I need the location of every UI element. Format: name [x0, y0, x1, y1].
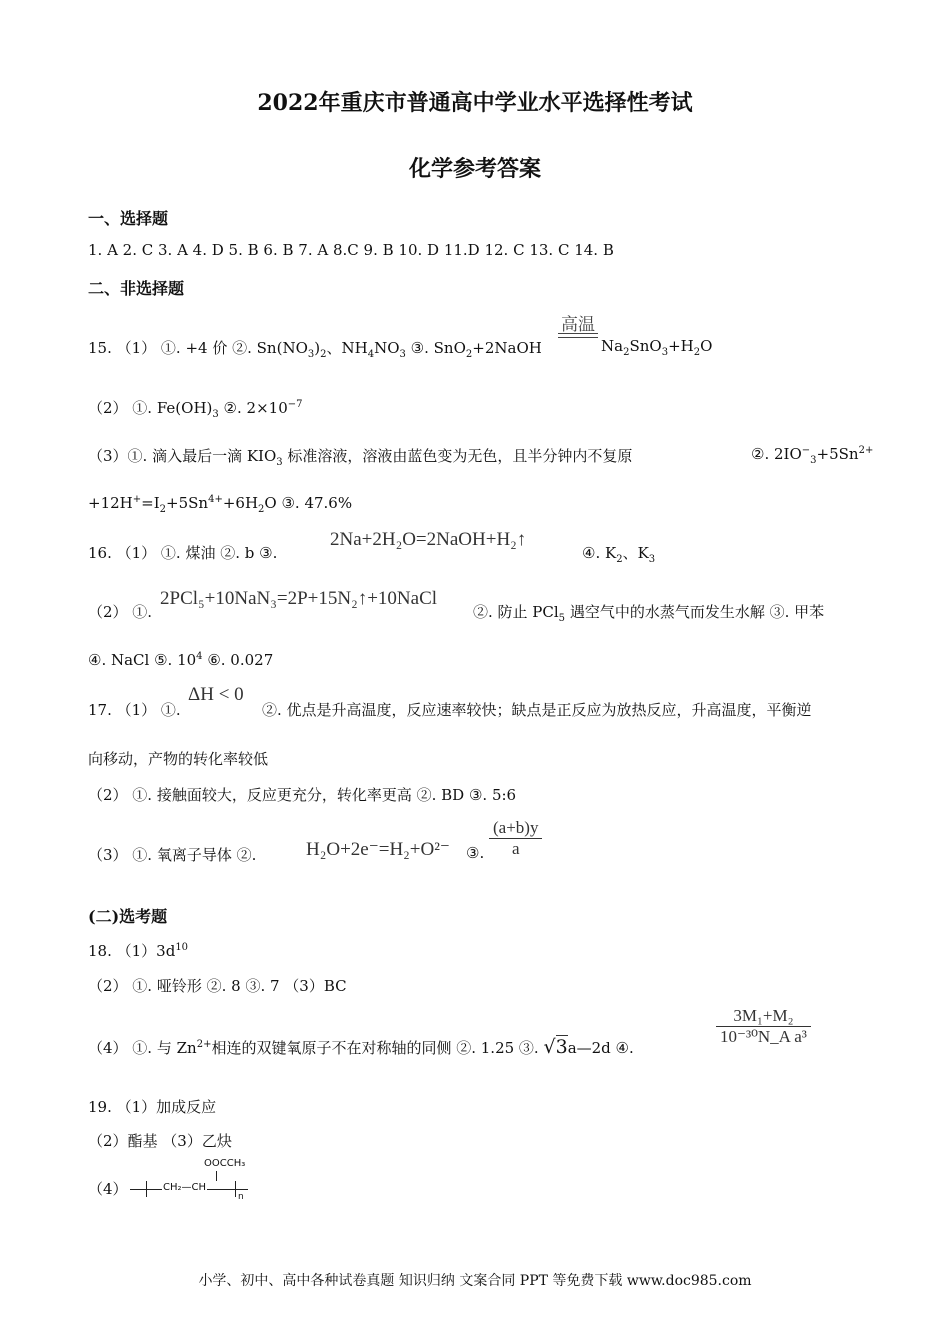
q15-part2: （2） ①. $Fe(OH)_3$ ②. $2\times 10^{-7}$: [88, 399, 303, 420]
q17-part3: （3） ①. 氧离子导体 ②.: [88, 846, 257, 864]
q17-part1-answer2-cont: 向移动，产物的转化率较低: [88, 750, 269, 768]
polymer-side-group: OOCCH₃: [204, 1158, 246, 1169]
q17-part1: 17. （1） ①.: [88, 701, 181, 719]
q16-part1: 16. （1） ①. 煤油 ②. b ③.: [88, 544, 278, 562]
page-footer: 小学、初中、高中各种试卷真题 知识归纳 文案合同 PPT 等免费下载 www.doc985.com: [198, 1273, 752, 1289]
q19-part4: （4）: [88, 1180, 128, 1198]
polymer-bond-vertical: [216, 1171, 217, 1181]
reaction-arrow-line: [558, 333, 598, 334]
page-subtitle: 化学参考答案: [408, 156, 541, 182]
q19-part1: 19. （1）加成反应: [88, 1098, 217, 1116]
q16-part2: （2） ①.: [88, 603, 153, 621]
q17-part3-answer3-label: ③.: [466, 844, 485, 862]
polymer-structure: [128, 1158, 278, 1208]
polymer-bracket-right: [235, 1181, 236, 1197]
q16-part2-answers: ②. 防止 PCl$_5$ 遇空气中的水蒸气而发生水解 ③. 甲苯: [473, 603, 825, 624]
q15-product: $Na_2SnO_3+H_2O$: [601, 337, 713, 358]
q18-part4: （4） ①. 与 $Zn^{2+}$相连的双键氧原子不在对称轴的同侧 ②. 1.25 ③. √3a—2d ④.: [88, 1036, 634, 1058]
polymer-bracket-left: [146, 1181, 147, 1197]
q18-part2-3: （2） ①. 哑铃形 ②. 8 ③. 7 （3）BC: [88, 977, 347, 995]
reaction-condition: 高温: [561, 315, 595, 335]
q16-pcl5-equation: 2PCl₅+10NaN₃=2P+15N₂↑+10NaCl: [160, 588, 438, 609]
q17-part2: （2） ①. 接触面较大，反应更充分，转化率更高 ②. BD ③. 5:6: [88, 786, 517, 804]
choice-answers: 1. A 2. C 3. A 4. D 5. B 6. B 7. A 8.C 9. B 10. D 11.D 12. C 13. C 14. B: [88, 241, 614, 259]
q18-density-fraction: $\frac{\text{3M₁+M₂}}{\text{10⁻³⁰N\_A a³}}$: [716, 1006, 811, 1047]
q16-part2-answers-cont: ④. NaCl ⑤. $10^4$ ⑥. 0.027: [88, 651, 274, 669]
section-elective-heading: (二)选考题: [88, 907, 168, 926]
q17-fraction: $\frac{(a+b)y}{a}$: [489, 818, 542, 859]
q17-enthalpy-expression: ΔH < 0: [188, 684, 244, 705]
q15-part3: （3）①. 滴入最后一滴 $KIO_3$ 标准溶液，溶液由蓝色变为无色，且半分钟内不复原: [88, 447, 633, 468]
q17-part1-answer2: ②. 优点是升高温度，反应速率较快；缺点是正反应为放热反应，升高温度，平衡逆: [262, 701, 812, 719]
q15-part3-eq-start: ②. $2IO^-_3+5Sn^{2+}$: [751, 445, 874, 466]
section-nonchoice-heading: 二、非选择题: [88, 279, 185, 298]
polymer-chain-text: CH₂—CH: [163, 1182, 207, 1193]
square-root-icon: √3: [543, 1036, 568, 1058]
reaction-arrow-line: [558, 337, 598, 338]
section-choice-heading: 一、选择题: [88, 209, 169, 228]
polymer-subscript-n: n: [238, 1192, 244, 1202]
q16-part1-answer4: ④. $K_2$、$K_3$: [582, 544, 656, 565]
q15-part3-eq-end: $+12H^+=I_2+5Sn^{4+}+6H_2O$ ③. 47.6%: [88, 494, 353, 515]
q17-electrode-equation: H₂O+2e⁻=H₂+O²⁻: [306, 839, 450, 860]
q19-part2-3: （2）酯基 （3）乙炔: [88, 1132, 232, 1150]
q16-sodium-water-equation: 2Na+2H₂O=2NaOH+H₂↑: [330, 529, 527, 550]
page-title: 2022年重庆市普通高中学业水平选择性考试: [257, 90, 693, 116]
q15-part1: 15. （1） ①. +4 价 ②. $Sn(NO_3)_2$、$NH_4NO_3$ ③. SnO$_2$+2NaOH: [88, 339, 542, 360]
q18-part1: 18. $(1)3d^{10}$: [88, 942, 189, 960]
